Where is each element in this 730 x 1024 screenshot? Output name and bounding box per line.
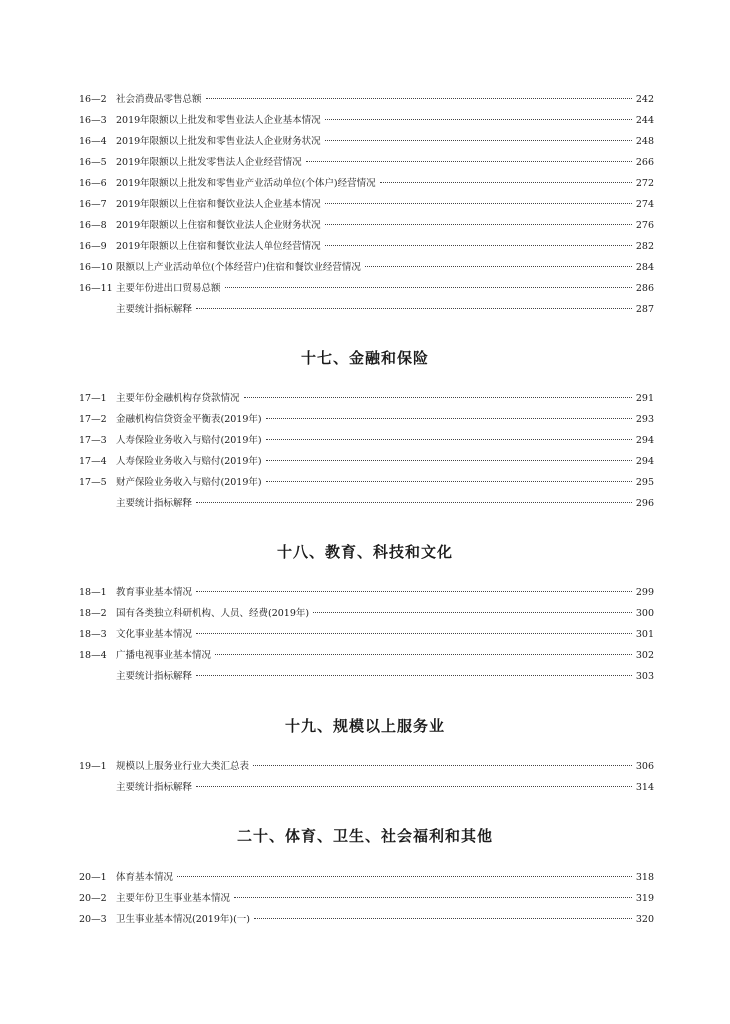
entry-title: 主要年份卫生事业基本情况 [116, 893, 231, 904]
entry-number: 20—1 [79, 872, 107, 883]
dot-leader [313, 612, 632, 613]
toc-entry[interactable] [79, 912, 654, 928]
toc-entry[interactable] [79, 412, 654, 428]
dot-leader [206, 98, 632, 99]
entry-title: 2019年限额以上批发零售法人企业经营情况 [116, 157, 302, 168]
entry-page: 319 [635, 893, 654, 904]
section-heading: 十八、教育、科技和文化 [276, 543, 453, 561]
dot-leader [196, 308, 632, 309]
entry-page: 274 [635, 199, 654, 210]
toc-entry[interactable] [79, 780, 654, 796]
toc-entry[interactable] [79, 433, 654, 449]
entry-page: 296 [635, 498, 654, 509]
entry-title: 主要统计指标解释 [116, 304, 193, 315]
entry-title: 主要统计指标解释 [116, 782, 193, 793]
toc-entry[interactable] [79, 391, 654, 407]
entry-page: 272 [635, 178, 654, 189]
entry-title: 社会消费品零售总额 [116, 94, 202, 105]
entry-title: 2019年限额以上批发和零售业产业活动单位(个体户)经营情况 [116, 178, 376, 189]
entry-page: 286 [635, 283, 654, 294]
entry-number: 16—8 [79, 220, 107, 231]
dot-leader [365, 266, 632, 267]
entry-page: 287 [635, 304, 654, 315]
dot-leader [196, 675, 632, 676]
entry-number: 17—1 [79, 393, 107, 404]
entry-number: 16—3 [79, 115, 107, 126]
entry-page: 242 [635, 94, 654, 105]
dot-leader [196, 786, 632, 787]
entry-title: 2019年限额以上住宿和餐饮业法人单位经营情况 [116, 241, 321, 252]
section-heading: 十七、金融和保险 [300, 349, 429, 367]
toc-entry[interactable] [79, 113, 654, 129]
toc-entry[interactable] [79, 92, 654, 108]
toc-entry[interactable] [79, 891, 654, 907]
entry-page: 306 [635, 761, 654, 772]
entry-page: 300 [635, 608, 654, 619]
toc-entry[interactable] [79, 496, 654, 512]
entry-number: 18—4 [79, 650, 107, 661]
entry-number: 20—3 [79, 914, 107, 925]
toc-entry[interactable] [79, 648, 654, 664]
entry-number: 16—6 [79, 178, 107, 189]
toc-entry[interactable] [79, 260, 654, 276]
entry-number: 16—4 [79, 136, 107, 147]
section-heading: 二十、体育、卫生、社会福利和其他 [236, 827, 493, 845]
entry-number: 18—2 [79, 608, 107, 619]
entry-number: 17—4 [79, 456, 107, 467]
entry-title: 教育事业基本情况 [116, 587, 193, 598]
entry-number: 16—9 [79, 241, 107, 252]
toc-entry[interactable] [79, 454, 654, 470]
dot-leader [325, 224, 632, 225]
toc-entry[interactable] [79, 155, 654, 171]
dot-leader [225, 287, 632, 288]
entry-number: 19—1 [79, 761, 107, 772]
entry-page: 282 [635, 241, 654, 252]
entry-title: 人寿保险业务收入与赔付(2019年) [116, 435, 262, 446]
entry-page: 314 [635, 782, 654, 793]
entry-title: 国有各类独立科研机构、人员、经费(2019年) [116, 608, 310, 619]
dot-leader [325, 140, 632, 141]
toc-entry[interactable] [79, 197, 654, 213]
entry-title: 主要年份金融机构存贷款情况 [116, 393, 240, 404]
entry-number: 17—5 [79, 477, 107, 488]
entry-number: 16—5 [79, 157, 107, 168]
entry-title: 2019年限额以上住宿和餐饮业法人企业财务状况 [116, 220, 321, 231]
entry-page: 320 [635, 914, 654, 925]
entry-title: 体育基本情况 [116, 872, 174, 883]
entry-title: 2019年限额以上批发和零售业法人企业基本情况 [116, 115, 321, 126]
entry-page: 293 [635, 414, 654, 425]
dot-leader [215, 654, 632, 655]
entry-number: 16—2 [79, 94, 107, 105]
toc-entry[interactable] [79, 475, 654, 491]
entry-title: 金融机构信贷资金平衡表(2019年) [116, 414, 262, 425]
entry-page: 266 [635, 157, 654, 168]
entry-page: 295 [635, 477, 654, 488]
entry-number: 16—10 [79, 262, 113, 273]
toc-entry[interactable] [79, 627, 654, 643]
dot-leader [177, 876, 632, 877]
entry-page: 291 [635, 393, 654, 404]
entry-number: 18—3 [79, 629, 107, 640]
entry-page: 244 [635, 115, 654, 126]
dot-leader [266, 481, 632, 482]
entry-title: 2019年限额以上住宿和餐饮业法人企业基本情况 [116, 199, 321, 210]
entry-page: 301 [635, 629, 654, 640]
toc-entry[interactable] [79, 218, 654, 234]
entry-number: 16—11 [79, 283, 113, 294]
dot-leader [196, 633, 632, 634]
toc-entry[interactable] [79, 134, 654, 150]
dot-leader [266, 460, 632, 461]
dot-leader [325, 203, 632, 204]
entry-page: 284 [635, 262, 654, 273]
section-heading: 十九、规模以上服务业 [284, 717, 445, 735]
toc-entry[interactable] [79, 281, 654, 297]
toc-entry[interactable] [79, 176, 654, 192]
dot-leader [266, 418, 632, 419]
toc-entry[interactable] [79, 759, 654, 775]
toc-entry[interactable] [79, 870, 654, 886]
entry-title: 限额以上产业活动单位(个体经营户)住宿和餐饮业经营情况 [116, 262, 361, 273]
toc-entry[interactable] [79, 585, 654, 601]
entry-title: 文化事业基本情况 [116, 629, 193, 640]
entry-title: 主要统计指标解释 [116, 498, 193, 509]
entry-title: 广播电视事业基本情况 [116, 650, 212, 661]
entry-title: 规模以上服务业行业大类汇总表 [116, 761, 250, 772]
entry-title: 主要年份进出口贸易总额 [116, 283, 221, 294]
entry-page: 248 [635, 136, 654, 147]
dot-leader [196, 591, 632, 592]
dot-leader [234, 897, 632, 898]
entry-page: 276 [635, 220, 654, 231]
entry-title: 主要统计指标解释 [116, 671, 193, 682]
entry-title: 人寿保险业务收入与赔付(2019年) [116, 456, 262, 467]
entry-number: 16—7 [79, 199, 107, 210]
dot-leader [253, 765, 632, 766]
entry-page: 294 [635, 456, 654, 467]
toc-entry[interactable] [79, 669, 654, 685]
dot-leader [380, 182, 632, 183]
dot-leader [266, 439, 632, 440]
toc-entry[interactable] [79, 606, 654, 622]
dot-leader [254, 918, 632, 919]
entry-title: 财产保险业务收入与赔付(2019年) [116, 477, 262, 488]
dot-leader [325, 119, 632, 120]
entry-title: 卫生事业基本情况(2019年)(一) [116, 914, 251, 925]
entry-page: 303 [635, 671, 654, 682]
dot-leader [306, 161, 632, 162]
entry-number: 17—2 [79, 414, 107, 425]
toc-entry[interactable] [79, 302, 654, 318]
toc-entry[interactable] [79, 239, 654, 255]
entry-number: 17—3 [79, 435, 107, 446]
entry-page: 299 [635, 587, 654, 598]
dot-leader [244, 397, 632, 398]
entry-number: 20—2 [79, 893, 107, 904]
dot-leader [325, 245, 632, 246]
entry-page: 294 [635, 435, 654, 446]
entry-number: 18—1 [79, 587, 107, 598]
dot-leader [196, 502, 632, 503]
entry-page: 302 [635, 650, 654, 661]
entry-title: 2019年限额以上批发和零售业法人企业财务状况 [116, 136, 321, 147]
entry-page: 318 [635, 872, 654, 883]
